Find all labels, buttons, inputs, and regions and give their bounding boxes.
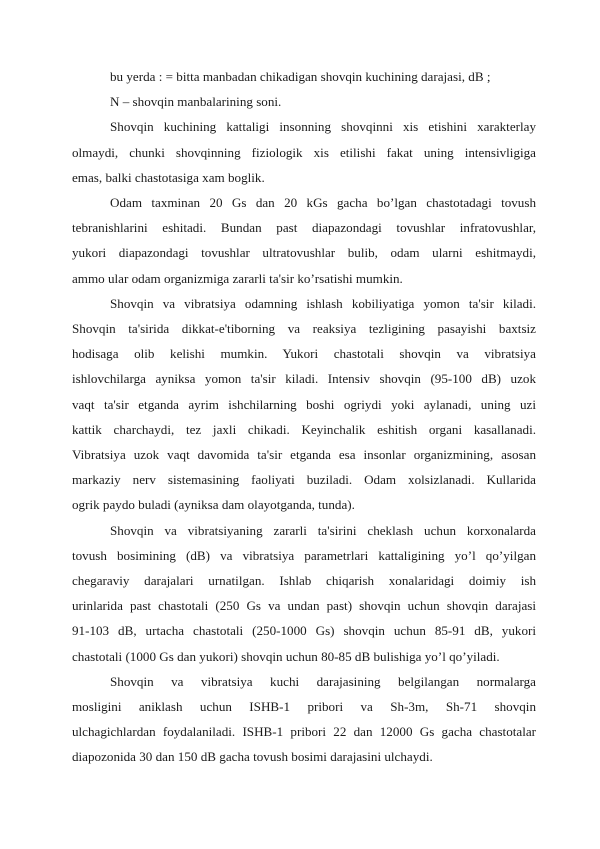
paragraph-noise-perception [72,114,536,190]
text-line: yukori diapazondagi tovushlar ultratovushlar bulib, odam ularni eshitmaydi, [72,245,536,261]
text-line: 91-103 dB, urtacha chastotali (250-1000 Gs) shovqin uchun 85-91 dB, yukori [72,623,536,639]
paragraph-measurement-devices [72,669,536,770]
text-line: Shovqin va vibratsiyaning zararli ta'sirini cheklash uchun korxonalarda [110,522,536,538]
paragraph-hearing-range [72,190,536,291]
text-line: kattik charchaydi, tez jaxli chikadi. Keyinchalik eshitish organi kasallanadi. [72,421,536,437]
text-line: ogrik paydo buladi (ayniksa dam olayotganda, tunda). [72,497,355,513]
text-line: Vibratsiya uzok vaqt davomida ta'sir etganda esa insonlar organizmining, asosan [72,447,536,463]
text-line: markaziy nerv sistemasining faoliyati buziladi. Odam xolsizlanadi. Kullarida [72,472,536,488]
text-line: Shovqin kuchining kattaligi insonning shovqinni xis etishini xarakterlay [110,119,536,135]
paragraph-noise-effects [72,291,536,518]
text-line: olmaydi, chunki shovqinning fiziologik xis etilishi fakat uning intensivligiga [72,144,536,160]
text-line: diapozonida 30 dan 150 dB gacha tovush bosimi darajasini ulchaydi. [72,749,433,765]
text-line: N – shovqin manbalarining soni. [110,94,282,110]
paragraph-noise-limits [72,518,536,669]
text-line: emas, balki chastotasiga xam boglik. [72,169,265,185]
paragraph-n-definition [72,89,536,114]
text-line: Shovqin ta'sirida dikkat-e'tiborning va reaksiya tezligining pasayishi baxtsiz [72,321,536,337]
text-line: ulchagichlardan foydalaniladi. ISHB-1 pribori 22 dan 12000 Gs gacha chastotalar [72,724,536,740]
text-line: bu yerda : = bitta manbadan chikadigan shovqin kuchining darajasi, dB ; [110,69,491,84]
text-line: Odam taxminan 20 Gs dan 20 kGs gacha bo’lgan chastotadagi tovush [110,195,536,211]
text-line: chastotali (1000 Gs dan yukori) shovqin uchun 80-85 dB bulishiga yo’l qo’yiladi. [72,648,500,664]
text-line: tebranishlarini eshitadi. Bundan past diapazondagi tovushlar infratovushlar, [72,220,536,236]
text-line: Shovqin va vibratsiya kuchi darajasining belgilangan normalarga [110,673,536,689]
text-line: hodisaga olib kelishi mumkin. Yukori chastotali shovqin va vibratsiya [72,346,536,362]
text-line: tovush bosimining (dB) va vibratsiya parametrlari kattaligining yo’l qo’yilgan [72,547,536,563]
text-line: vaqt ta'sir etganda ayrim ishchilarning boshi ogriydi yoki aylanadi, uning uzi [72,396,536,412]
text-line: ishlovchilarga ayniksa yomon ta'sir kiladi. Intensiv shovqin (95-100 dB) uzok [72,371,536,387]
text-line: urinlarida past chastotali (250 Gs va undan past) shovqin uchun shovqin darajasi [72,598,536,614]
text-line: Shovqin va vibratsiya odamning ishlash kobiliyatiga yomon ta'sir kiladi. [110,295,536,311]
paragraph-formula-definition [72,64,536,89]
text-line: chegaraviy darajalari urnatilgan. Ishlab chiqarish xonalaridagi doimiy ish [72,573,536,589]
text-line: mosligini aniklash uchun ISHB-1 pribori va Sh-3m, Sh-71 shovqin [72,699,536,715]
text-line: ammo ular odam organizmiga zararli ta'sir ko’rsatishi mumkin. [72,270,403,286]
